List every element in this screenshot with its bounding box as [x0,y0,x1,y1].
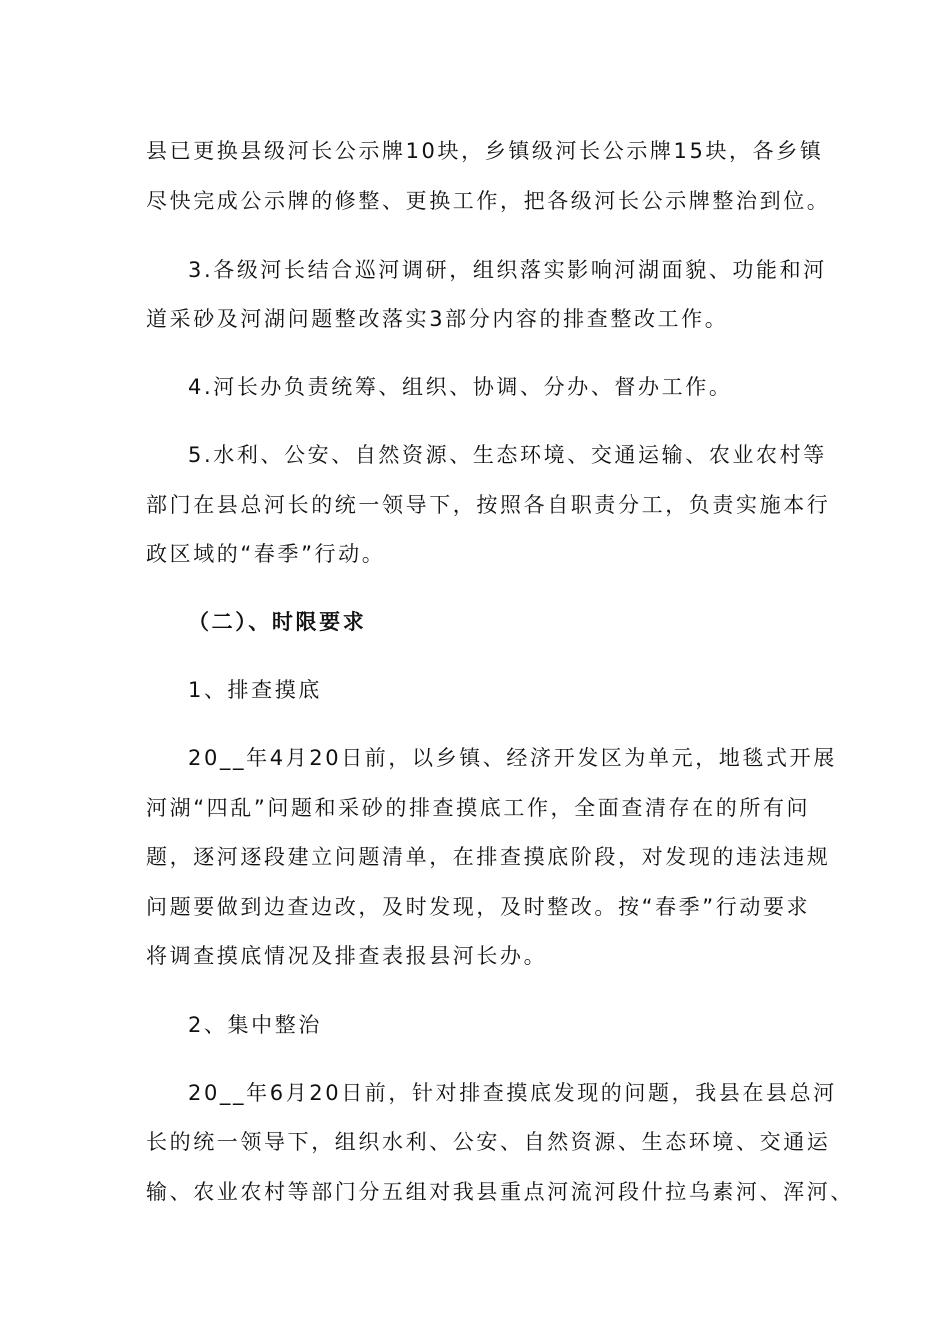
paragraph-line: 20__年6月20日前，针对排查摸底发现的问题，我县在县总河 [188,1081,837,1105]
paragraph-line: 问题要做到边查边改，及时发现，及时整改。按“春季”行动要求 [146,895,811,919]
paragraph-line: 20__年4月20日前，以乡镇、经济开发区为单元，地毯式开展 [188,746,837,770]
paragraph-line: 河湖“四乱”问题和采砂的排查摸底工作，全面查清存在的所有问 [146,796,811,820]
paragraph-line: 4.河长办负责统筹、组织、协调、分办、督办工作。 [188,375,733,399]
paragraph-line: 县已更换县级河长公示牌10块，乡镇级河长公示牌15块，各乡镇 [146,139,824,163]
paragraph-line: 输、农业农村等部门分五组对我县重点河流河段什拉乌素河、浑河、 [146,1180,854,1204]
subsection-heading: 2、集中整治 [188,1013,322,1037]
paragraph-line: 部门在县总河长的统一领导下，按照各自职责分工，负责实施本行 [146,493,831,517]
paragraph-line: 道采砂及河湖问题整改落实3部分内容的排查整改工作。 [146,307,729,331]
paragraph-line: 将调查摸底情况及排查表报县河长办。 [146,944,548,968]
subsection-heading: 1、排查摸底 [188,678,322,702]
paragraph-line: 题，逐河逐段建立问题清单，在排查摸底阶段，对发现的违法违规 [146,845,831,869]
paragraph-line: 长的统一领导下，组织水利、公安、自然资源、生态环境、交通运 [146,1130,831,1154]
section-heading: （二）、时限要求 [188,610,367,634]
paragraph-line: 3.各级河长结合巡河调研，组织落实影响河湖面貌、功能和河 [188,258,827,282]
paragraph-line: 政区域的“春季”行动。 [146,542,386,566]
paragraph-line: 尽快完成公示牌的修整、更换工作，把各级河长公示牌整治到位。 [146,189,831,213]
paragraph-line: 5.水利、公安、自然资源、生态环境、交通运输、农业农村等 [188,443,827,467]
